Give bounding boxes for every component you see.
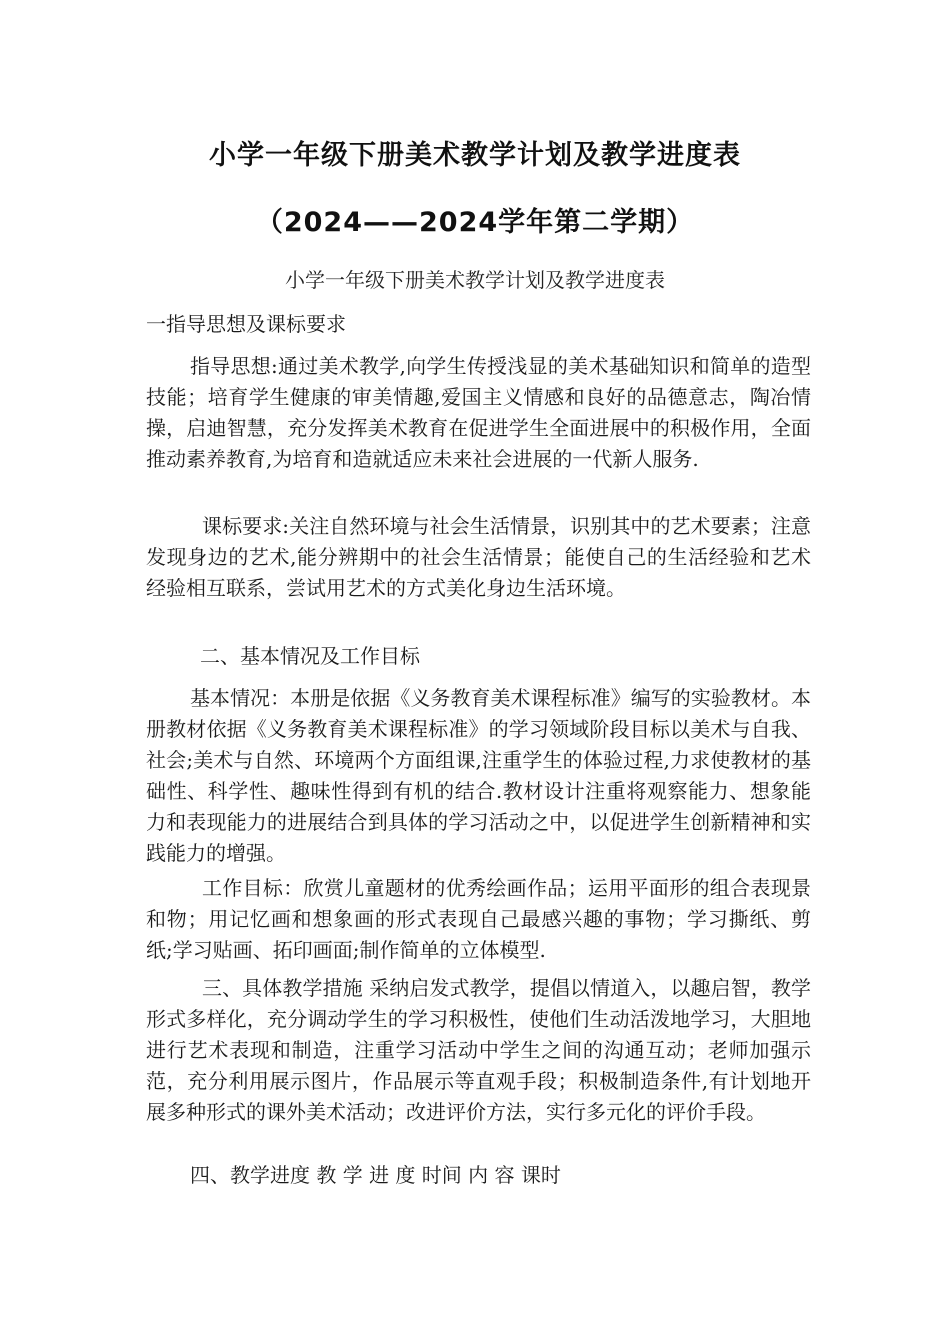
document-title: 小学一年级下册美术教学计划及教学进度表 xyxy=(209,140,741,171)
document-subtitle: 小学一年级下册美术教学计划及教学进度表 xyxy=(285,268,665,292)
document-term: （2024——2024学年第二学期） xyxy=(255,207,695,238)
paragraph-teaching-measures: 三、具体教学措施 采纳启发式教学，提倡以情道入，以趣启智，教学形式多样化，充分调动学生的学习积极性，使他们生动活泼地学习，大胆地进行艺术表现和制造，注重学习活动中学生之间的沟通互动；老师加强示范，充分利用展示图片，作品展示等直观手段；积极制造条件,有计划地开展多种形式的课外美术活动；改进评价方法，实行多元化的评价手段。 xyxy=(146,976,811,1124)
section-heading-guiding: 一指导思想及课标要求 xyxy=(146,312,346,336)
paragraph-basic-situation: 基本情况：本册是依据《义务教育美术课程标准》编写的实验教材。本册教材依据《义务教育美术课程标准》的学习领域阶段目标以美术与自我、社会;美术与自然、环境两个方面组课,注重学生的体验过程,力求使教材的基础性、科学性、趣味性得到有机的结合.教材设计注重将观察能力、想象能力和表现能力的进展结合到具体的学习活动之中，以促进学生创新精神和实践能力的增强。 xyxy=(146,686,811,865)
paragraph-guiding-ideology: 指导思想:通过美术教学,向学生传授浅显的美术基础知识和简单的造型技能；培育学生健康的审美情趣,爱国主义情感和良好的品德意志，陶冶情操，启迪智慧，充分发挥美术教育在促进学生全面进展中的积极作用，全面推动素养教育,为培育和造就适应未来社会进展的一代新人服务. xyxy=(146,354,811,471)
paragraph-curriculum-requirements: 课标要求:关注自然环境与社会生活情景，识别其中的艺术要素；注意发现身边的艺术,能分辨期中的社会生活情景；能使自己的生活经验和艺术经验相互联系，尝试用艺术的方式美化身边生活环境。 xyxy=(146,514,811,600)
section-heading-basic: 二、基本情况及工作目标 xyxy=(200,644,420,668)
paragraph-teaching-schedule: 四、教学进度 教 学 进 度 时间 内 容 课时 xyxy=(190,1163,561,1187)
paragraph-work-goals: 工作目标：欣赏儿童题材的优秀绘画作品；运用平面形的组合表现景和物；用记忆画和想象画的形式表现自己最感兴趣的事物；学习撕纸、剪纸;学习贴画、拓印画面;制作简单的立体模型. xyxy=(146,876,811,962)
